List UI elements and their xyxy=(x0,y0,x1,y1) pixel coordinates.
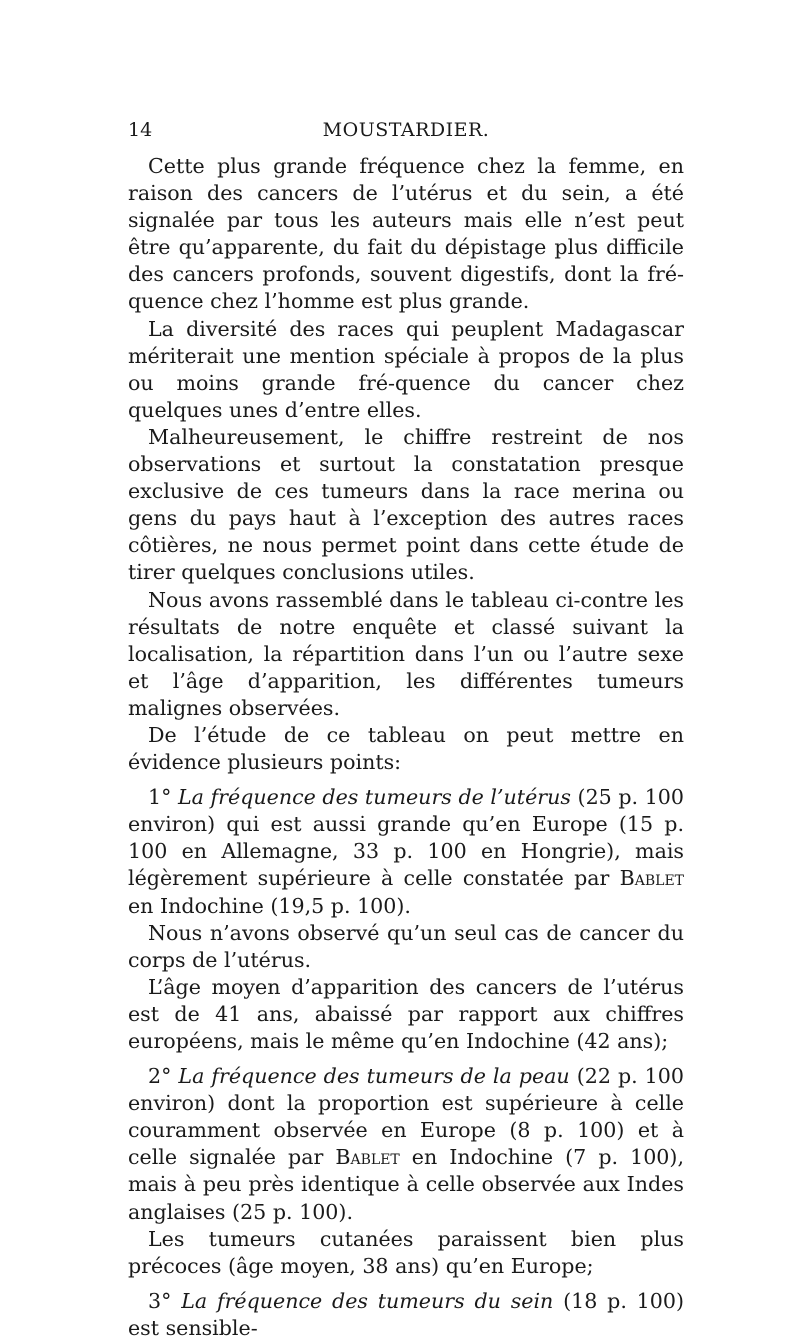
author-name-bablet: Bablet xyxy=(619,866,684,891)
paragraph-1: Cette plus grande fréquence chez la femme, en raison des cancers de l’utérus et du sein, a été signalée par tous les auteurs mais elle n’est peut être qu’apparente, du fait du dépistage plus difficile des cancers profonds, souvent digestifs, dont la fré-quence chez l’homme est plus grande. xyxy=(128,154,684,314)
paragraph-4: Nous avons rassemblé dans le tableau ci-contre les résultats de notre enquête et classé suivant la localisation, la répartition dans l’un ou l’autre sexe et l’âge d’apparition, les différentes tumeurs malignes observées. xyxy=(128,587,684,720)
point-2-title: La fréquence des tumeurs de la peau xyxy=(178,1064,570,1089)
point-2-number: 2° xyxy=(148,1064,179,1089)
running-head: MOUSTARDIER. xyxy=(322,119,490,141)
point-3-number: 3° xyxy=(148,1288,182,1313)
paragraph-7: Nous n’avons observé qu’un seul cas de cancer du corps de l’utérus. xyxy=(128,920,684,972)
paragraph-3: Malheureusement, le chiffre restreint de nos observations et surtout la constatation presque exclusive de ces tumeurs dans la race merina ou gens du pays haut à l’exception des autres races côtières, ne nous permet point dans cette étude de tirer quelques conclusions utiles. xyxy=(128,424,684,585)
point-1-number: 1° xyxy=(148,785,178,810)
point-2-text-b: en Indochine (7 p. 100), mais à peu près identique à celle observée aux Indes anglaises (25 p. 100). xyxy=(128,1145,684,1224)
point-1-text-b: en Indochine (19,5 p. 100). xyxy=(128,893,411,918)
point-3-title: La fréquence des tumeurs du sein xyxy=(181,1288,554,1313)
page-number: 14 xyxy=(128,119,153,141)
paragraph-2: La diversité des races qui peuplent Madagascar mériterait une mention spéciale à propos de la plus ou moins grande fré-quence du cancer chez quelques unes d’entre elles. xyxy=(128,316,684,422)
paragraph-10: Les tumeurs cutanées paraissent bien plus précoces (âge moyen, 38 ans) qu’en Europe; xyxy=(128,1226,684,1278)
point-1-text-a: (25 p. 100 environ) qui est aussi grande qu’en Europe (15 p. 100 en Allemagne, 33 p. 100 en Hongrie), mais légèrement supérieure à celle constatée par xyxy=(128,785,684,891)
page-header xyxy=(128,119,684,147)
paragraph-5: De l’étude de ce tableau on peut mettre en évidence plusieurs points: xyxy=(128,722,684,775)
point-1-title: La fréquence des tumeurs de l’utérus xyxy=(178,785,571,810)
paragraph-8: L’âge moyen d’apparition des cancers de l’utérus est de 41 ans, abaissé par rapport aux chiffres européens, mais le même qu’en Indochine (42 ans); xyxy=(128,974,684,1053)
point-2-text-a: (22 p. 100 environ) dont la proportion est supérieure à celle couramment observée en Europe (8 p. 100) et à celle signalée par xyxy=(128,1064,684,1170)
point-3-paragraph xyxy=(128,1288,684,1342)
author-name-bablet: Bablet xyxy=(335,1145,400,1170)
point-1-paragraph xyxy=(128,784,684,919)
point-2-paragraph xyxy=(128,1063,684,1226)
body-text xyxy=(128,153,684,1342)
point-3-text-a: (18 p. 100) est sensible- xyxy=(128,1288,684,1340)
